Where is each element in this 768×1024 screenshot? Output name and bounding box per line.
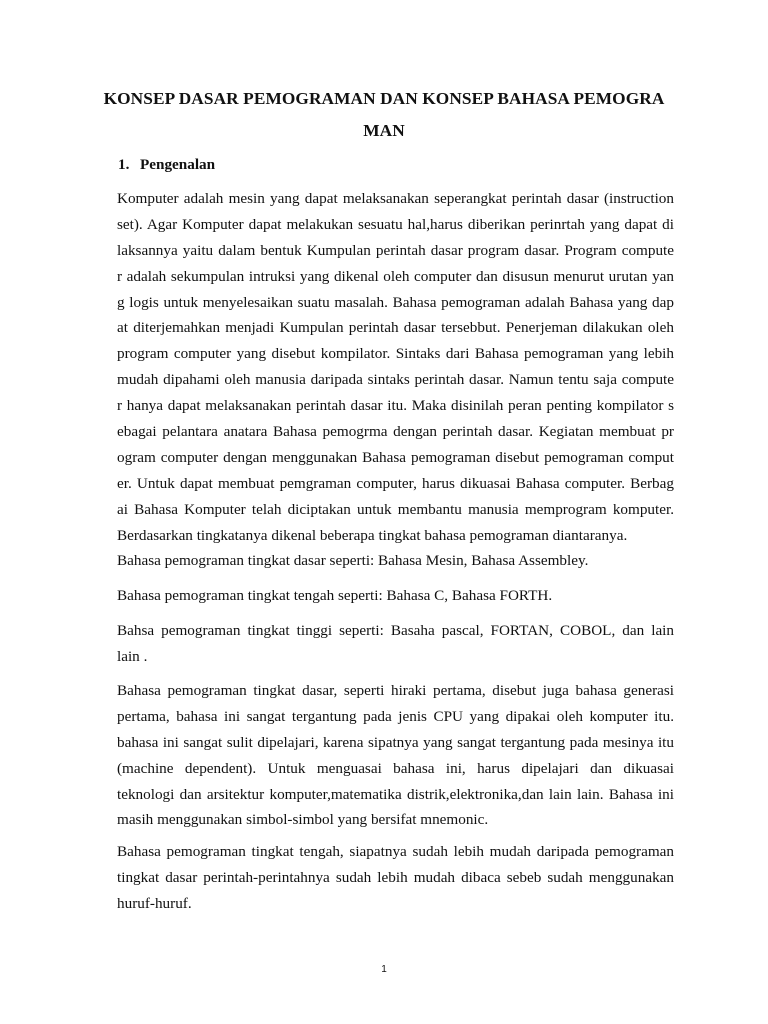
document-title [0, 83, 768, 147]
paragraph-tingkat-dasar [117, 548, 674, 574]
text-line: Berdasarkan tingkatanya dikenal beberapa tingkat bahasa pemograman diantaranya. [117, 526, 628, 544]
text-line: r hanya dapat melaksanakan perintah dasar itu. Maka disinilah peran penting kompilator s [117, 397, 674, 415]
text-line: set). Agar Komputer dapat melakukan sesuatu hal,harus diberikan perinrtah yang dapat di [117, 215, 674, 233]
text-line: Bahasa pemograman tingkat dasar seperti: Bahasa Mesin, Bahasa Assembley. [117, 552, 589, 569]
paragraph-bahasa-dasar [117, 678, 674, 833]
text-line: laksannya yaitu dalam bentuk Kumpulan perintah dasar program dasar. Program compute [117, 241, 674, 259]
text-line: g logis untuk menyelesaikan suatu masalah. Bahasa pemograman adalah Bahasa yang dap [117, 293, 674, 311]
text-line: program computer yang disebut kompilator. Sintaks dari Bahasa pemograman yang lebih [117, 345, 674, 363]
text-line: r adalah sekumpulan intruksi yang dikenal oleh computer dan disusun menurut urutan yan [117, 267, 674, 285]
paragraph-tingkat-tengah [117, 583, 674, 609]
text-line: mudah dipahami oleh manusia daripada sintaks perintah dasar. Namun tentu saja compute [117, 371, 674, 389]
section-heading [118, 154, 215, 176]
text-line: ogram computer dengan menggunakan Bahasa pemograman disebut pemograman comput [117, 448, 674, 466]
paragraph-tingkat-tinggi [117, 618, 674, 670]
text-line: at diterjemahkan menjadi Kumpulan perintah dasar tersebbut. Penerjeman dilakukan oleh [117, 319, 674, 337]
text-line: Komputer adalah mesin yang dapat melaksanakan seperangkat perintah dasar (instruction [117, 190, 674, 207]
text-line: Bahasa pemograman tingkat dasar, seperti hiraki pertama, disebut juga bahasa generasi [117, 682, 674, 699]
text-line: Bahasa pemograman tingkat tengah seperti: Bahasa C, Bahasa FORTH. [117, 587, 553, 604]
text-line: tingkat dasar perintah-perintahnya sudah lebih mudah dibaca sebeb sudah menggunakan [117, 868, 674, 886]
text-line: er. Untuk dapat membuat pemgraman computer, harus dikuasai Bahasa computer. Berbag [117, 474, 674, 492]
text-line: lain . [117, 647, 148, 665]
document-title-line: KONSEP DASAR PEMOGRAMAN DAN KONSEP BAHASA PEMOGRA [103, 89, 665, 108]
text-line: Bahsa pemograman tingkat tinggi seperti: Basaha pascal, FORTAN, COBOL, dan lain [117, 622, 674, 639]
document-title-line: MAN [363, 121, 405, 140]
text-line: Bahasa pemograman tingkat tengah, siapatnya sudah lebih mudah daripada pemograman [117, 843, 674, 860]
text-line: bahasa ini sangat sulit dipelajari, karena sipatnya yang sangat tergantung pada mesinya itu [117, 733, 674, 751]
text-line: ai Bahasa Komputer telah diciptakan untuk membantu manusia memprogram komputer. [117, 500, 674, 518]
text-line: ebagai pelantara anatara Bahasa pemogrma dengan perintah dasar. Kegiatan membuat pr [117, 423, 674, 441]
section-number: 1. [118, 156, 130, 173]
text-line: teknologi dan arsitektur komputer,matematika distrik,elektronika,dan lain lain. Bahasa ini [117, 785, 674, 803]
text-line: huruf-huruf. [117, 894, 192, 912]
text-line: pertama, bahasa ini sangat tergantung pada jenis CPU yang dipakai oleh komputer itu. [117, 707, 674, 725]
paragraph-bahasa-tengah [117, 839, 674, 917]
text-line: masih menggunakan simbol-simbol yang bersifat mnemonic. [117, 811, 489, 829]
page-number: 1 [381, 964, 387, 975]
section-title: Pengenalan [140, 156, 216, 173]
paragraph-intro [117, 186, 674, 548]
text-line: (machine dependent). Untuk menguasai bahasa ini, harus dipelajari dan dikuasai [117, 759, 674, 777]
